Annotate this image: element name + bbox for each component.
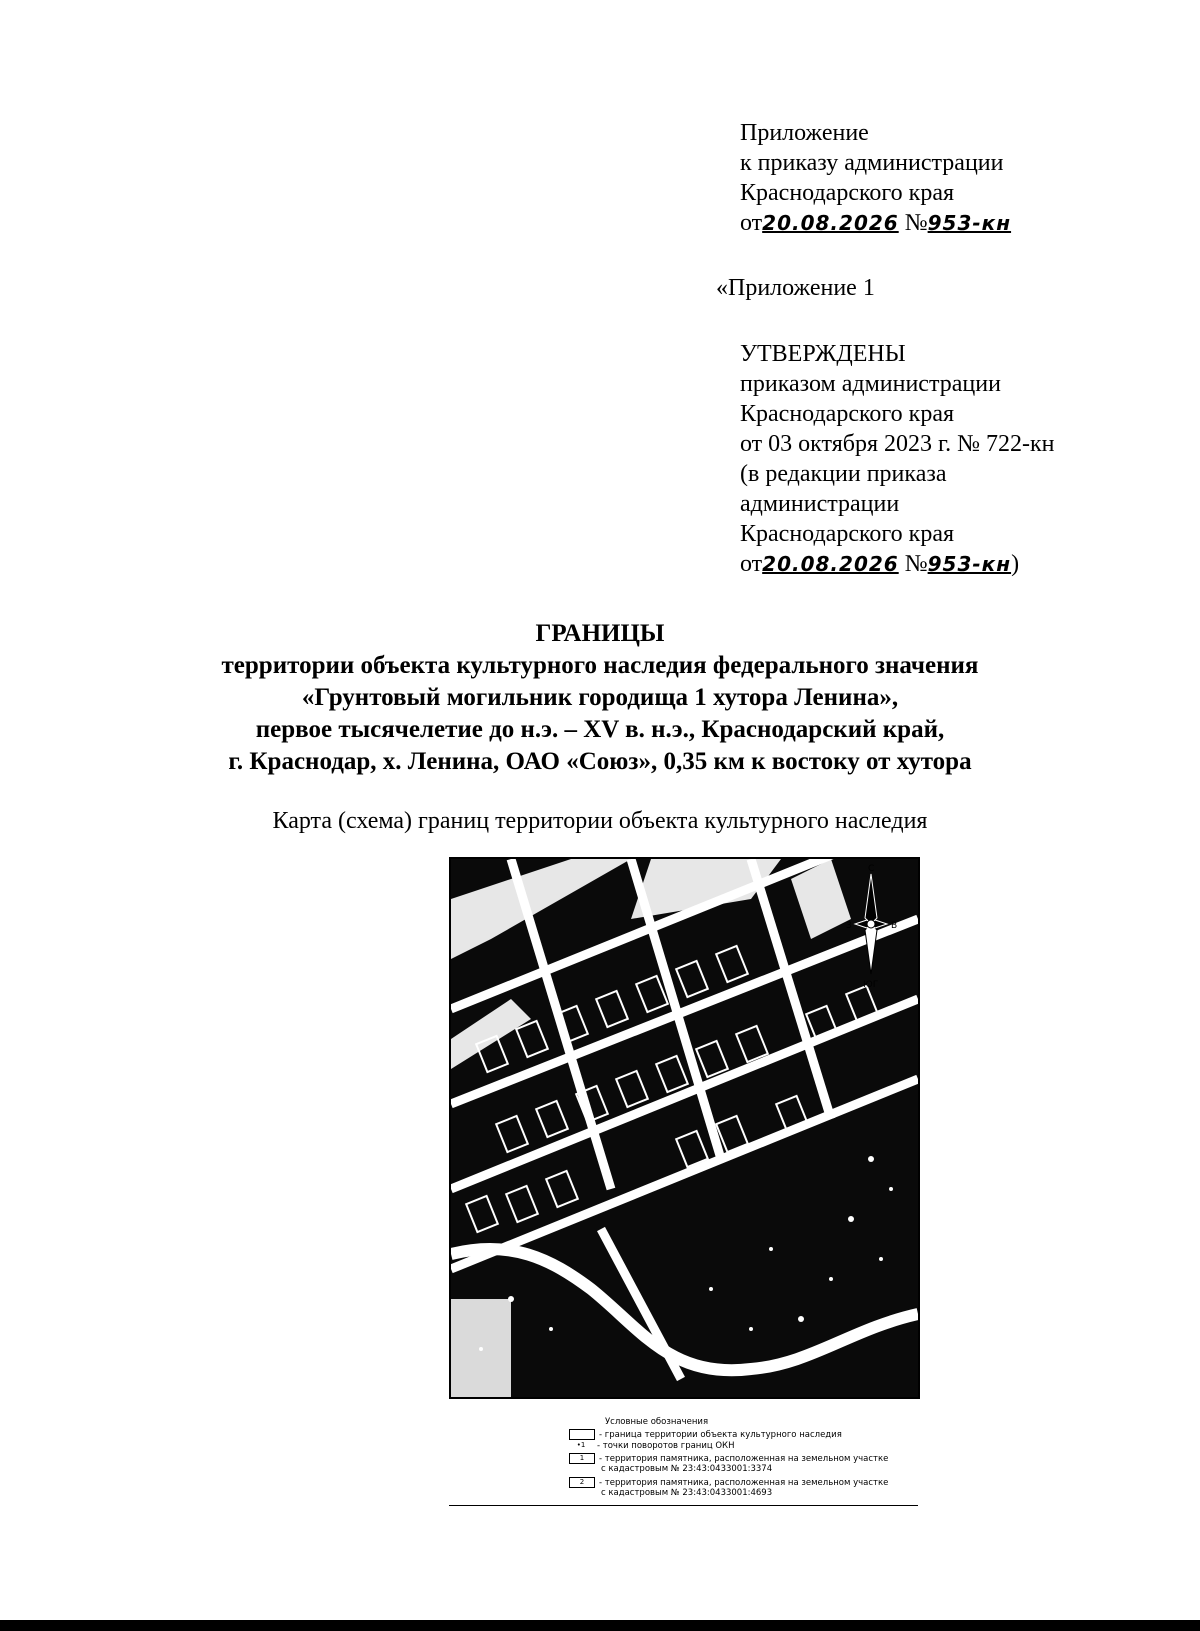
legend-symbol: •1 — [576, 1441, 586, 1449]
document-title — [0, 618, 1200, 778]
legend-item-plot-1-cadastral: с кадастровым № 23:43:0433001:3374 — [601, 1464, 773, 1474]
edition-region-line: Краснодарского края — [740, 521, 955, 547]
handwritten-number: 953-кн — [927, 552, 1012, 576]
approved-date-line: от 03 октября 2023 г. № 722-кн — [740, 431, 1055, 457]
region-line: Краснодарского края — [740, 180, 955, 206]
approved-order-line: приказом администрации — [740, 371, 1001, 397]
compass-south-label: ЮГ — [863, 980, 879, 990]
legend-bottom-rule — [449, 1505, 918, 1506]
legend-item-boundary — [569, 1429, 842, 1441]
map-image — [451, 859, 918, 1397]
date-prefix: от — [740, 551, 763, 577]
legend-text: - точки поворотов границ ОКН — [597, 1441, 735, 1451]
legend-symbol: 1 — [569, 1453, 595, 1464]
legend-title: Условные обозначения — [605, 1417, 709, 1427]
number-label: № — [904, 210, 928, 236]
boundary-map — [449, 857, 920, 1399]
title-line-4: первое тысячелетие до н.э. – XV в. н.э., Краснодарский край, — [255, 716, 945, 743]
map-legend — [449, 1395, 918, 1515]
closing-paren: ) — [1011, 551, 1020, 577]
legend-text: - территория памятника, расположенная на земельном участке — [599, 1478, 889, 1488]
title-line-3: «Грунтовый могильник городища 1 хутора Ленина», — [301, 684, 899, 711]
title-line-2: территории объекта культурного наследия федерального значения — [221, 652, 979, 679]
number-label: № — [904, 551, 928, 577]
title-line-1: ГРАНИЦЫ — [535, 620, 665, 647]
edition-date-number-line — [740, 549, 1055, 579]
legend-symbol: 2 — [569, 1477, 595, 1488]
compass-north-label: С — [868, 864, 875, 874]
approved-label: УТВЕРЖДЕНЫ — [740, 341, 906, 367]
order-date-number-line — [740, 208, 1011, 238]
edition-admin-line: администрации — [740, 491, 900, 517]
quote-mark: « — [716, 275, 728, 301]
approval-block-approved — [740, 339, 1055, 579]
order-ref-line: к приказу администрации — [740, 150, 1004, 176]
compass-west-label: З — [846, 921, 852, 931]
handwritten-number: 953-кн — [927, 211, 1012, 235]
map-caption: Карта (схема) границ территории объекта культурного наследия — [272, 808, 928, 834]
appendix-label: Приложение — [740, 120, 869, 146]
approval-block-appendix — [740, 118, 1011, 238]
edition-line: (в редакции приказа — [740, 461, 947, 487]
legend-symbol — [569, 1429, 595, 1440]
date-prefix: от — [740, 210, 763, 236]
legend-text: - граница территории объекта культурного наследия — [599, 1430, 842, 1440]
legend-text: - территория памятника, расположенная на земельном участке — [599, 1454, 889, 1464]
handwritten-date: 20.08.2026 — [762, 552, 899, 576]
legend-item-points — [569, 1441, 735, 1452]
approval-block-appendix-1 — [716, 273, 875, 303]
appendix-1-line — [716, 273, 875, 303]
open-field — [451, 1299, 511, 1397]
legend-item-plot-2-cadastral: с кадастровым № 23:43:0433001:4693 — [601, 1488, 773, 1498]
appendix-1-label: Приложение 1 — [728, 275, 875, 301]
compass-east-label: В — [891, 921, 898, 931]
title-line-5: г. Краснодар, х. Ленина, ОАО «Союз», 0,35 км к востоку от хутора — [228, 748, 972, 775]
handwritten-date: 20.08.2026 — [762, 211, 899, 235]
scan-edge-bar — [0, 1620, 1200, 1631]
approved-region-line: Краснодарского края — [740, 401, 955, 427]
